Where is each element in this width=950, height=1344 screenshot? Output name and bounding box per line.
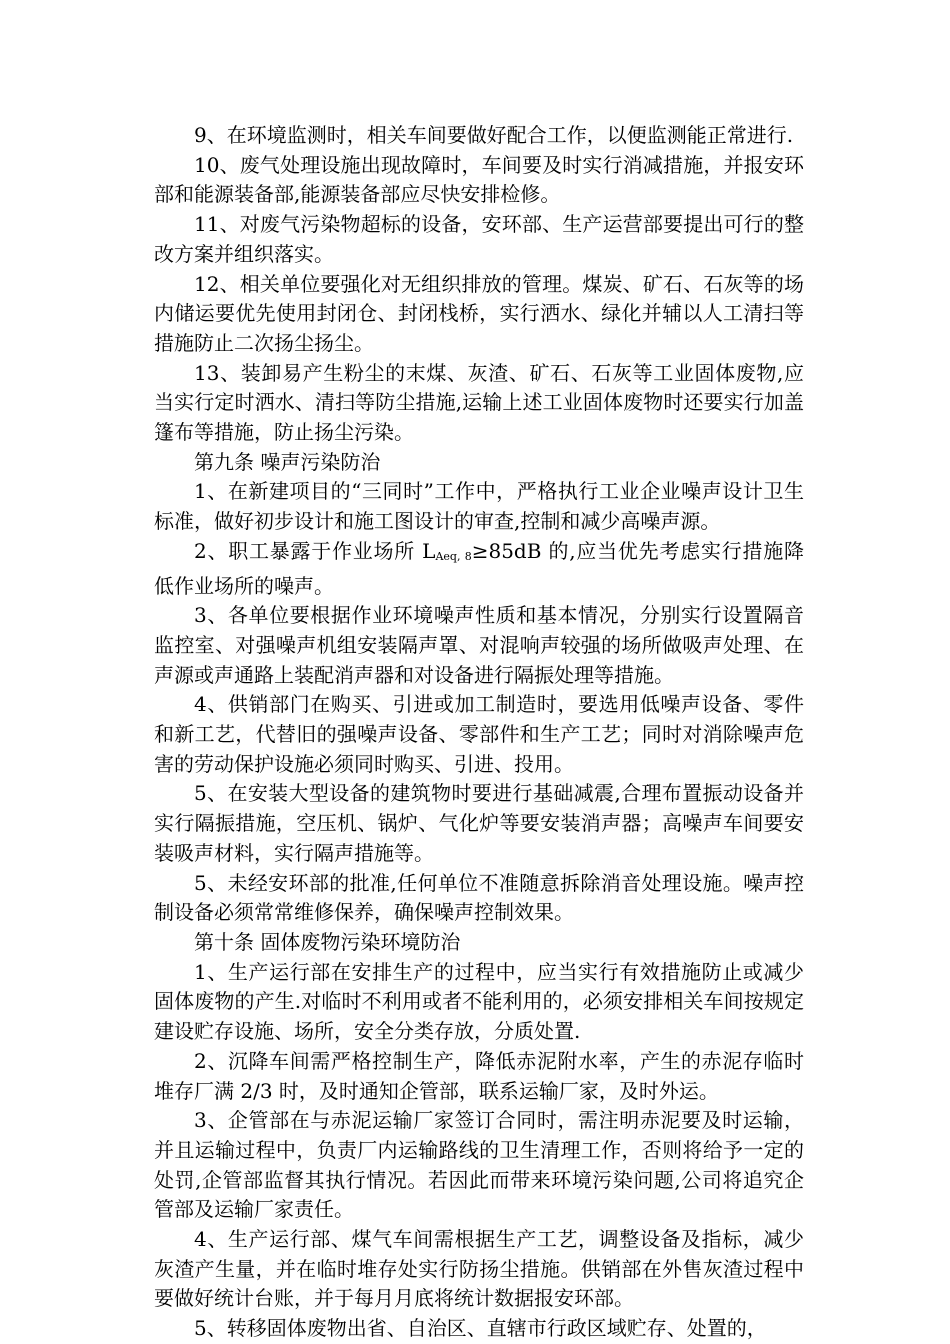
paragraph-12-unorganized-emission: 12、相关单位要强化对无组织排放的管理。煤炭、矿石、石灰等的场内储运要优先使用封闭仓、封闭栈桥，实行洒水、绿化并辅以人工清扫等措施防止二次扬尘扬尘。 [154, 271, 804, 355]
section-heading-article-10: 第十条 固体废物污染环境防治 [194, 929, 461, 954]
paragraph-noise-5b: 5、未经安环部的批准,任何单位不准随意拆除消音处理设施。噪声控制设备必须常常维修保养，确保噪声控制效果。 [154, 870, 804, 925]
paragraph-solid-waste-2: 2、沉降车间需严格控制生产，降低赤泥附水率，产生的赤泥存临时堆存厂满 2/3 时，及时通知企管部，联系运输厂家，及时外运。 [154, 1048, 804, 1103]
paragraph-11-gas-exceed: 11、对废气污染物超标的设备，安环部、生产运营部要提出可行的整改方案并组织落实。 [154, 212, 804, 266]
paragraph-solid-waste-3: 3、企管部在与赤泥运输厂家签订合同时，需注明赤泥要及时运输，并且运输过程中，负责厂内运输路线的卫生清理工作，否则将给予一定的处罚,企管部监督其执行情况。若因此而带来环境污染问题,公司将追究企管部及运输厂家责任。 [154, 1108, 804, 1222]
paragraph-noise-4: 4、供销部门在购买、引进或加工制造时，要选用低噪声设备、零件和新工艺，代替旧的强噪声设备、零部件和生产工艺；同时对消除噪声危害的劳动保护设施必须同时购买、引进、投用。 [154, 692, 804, 776]
noise-2-suffix: ≥85dB 的,应当优先考虑实行措施降低作业场所的噪声。 [154, 538, 804, 598]
document-body [154, 121, 804, 1344]
paragraph-solid-waste-5: 5、转移固体废物出省、自治区、直辖市行政区域贮存、处置的， [194, 1316, 767, 1341]
paragraph-noise-2 [154, 537, 804, 601]
noise-2-prefix: 2、职工暴露于作业场所 L [194, 538, 436, 563]
paragraph-noise-5a: 5、在安装大型设备的建筑物时要进行基础减震,合理布置振动设备并实行隔振措施，空压机、锅炉、气化炉等要安装消声器；高噪声车间要安装吸声材料，实行隔声措施等。 [154, 781, 804, 865]
paragraph-solid-waste-1: 1、生产运行部在安排生产的过程中，应当实行有效措施防止或减少固体废物的产生.对临时不利用或者不能利用的，必须安排相关车间按规定建设贮存设施、场所，安全分类存放，分质处置. [154, 959, 804, 1044]
paragraph-noise-3: 3、各单位要根据作业环境噪声性质和基本情况，分别实行设置隔音监控室、对强噪声机组安装隔声罩、对混响声较强的场所做吸声处理、在声源或声通路上装配消声器和对设备进行隔振处理等措施。 [154, 603, 804, 687]
paragraph-10-gas-facility-failure: 10、废气处理设施出现故障时，车间要及时实行消减措施，并报安环部和能源装备部,能源装备部应尽快安排检修。 [154, 152, 804, 207]
paragraph-solid-waste-4: 4、生产运行部、煤气车间需根据生产工艺，调整设备及指标，减少灰渣产生量，并在临时堆存处实行防扬尘措施。供销部在外售灰渣过程中要做好统计台账，并于每月月底将统计数据报安环部。 [154, 1227, 804, 1311]
paragraph-13-dust-prevention: 13、装卸易产生粉尘的末煤、灰渣、矿石、石灰等工业固体废物,应当实行定时洒水、清扫等防尘措施,运输上述工业固体废物时还要实行加盖篷布等措施，防止扬尘污染。 [154, 360, 804, 445]
noise-2-subscript: Aeq, 8 [435, 549, 472, 563]
section-heading-article-9: 第九条 噪声污染防治 [194, 449, 381, 474]
paragraph-noise-1: 1、在新建项目的“三同时”工作中，严格执行工业企业噪声设计卫生标准，做好初步设计和施工图设计的审查,控制和减少高噪声源。 [154, 479, 804, 534]
paragraph-9-monitoring: 9、在环境监测时，相关车间要做好配合工作，以便监测能正常进行. [194, 123, 794, 147]
